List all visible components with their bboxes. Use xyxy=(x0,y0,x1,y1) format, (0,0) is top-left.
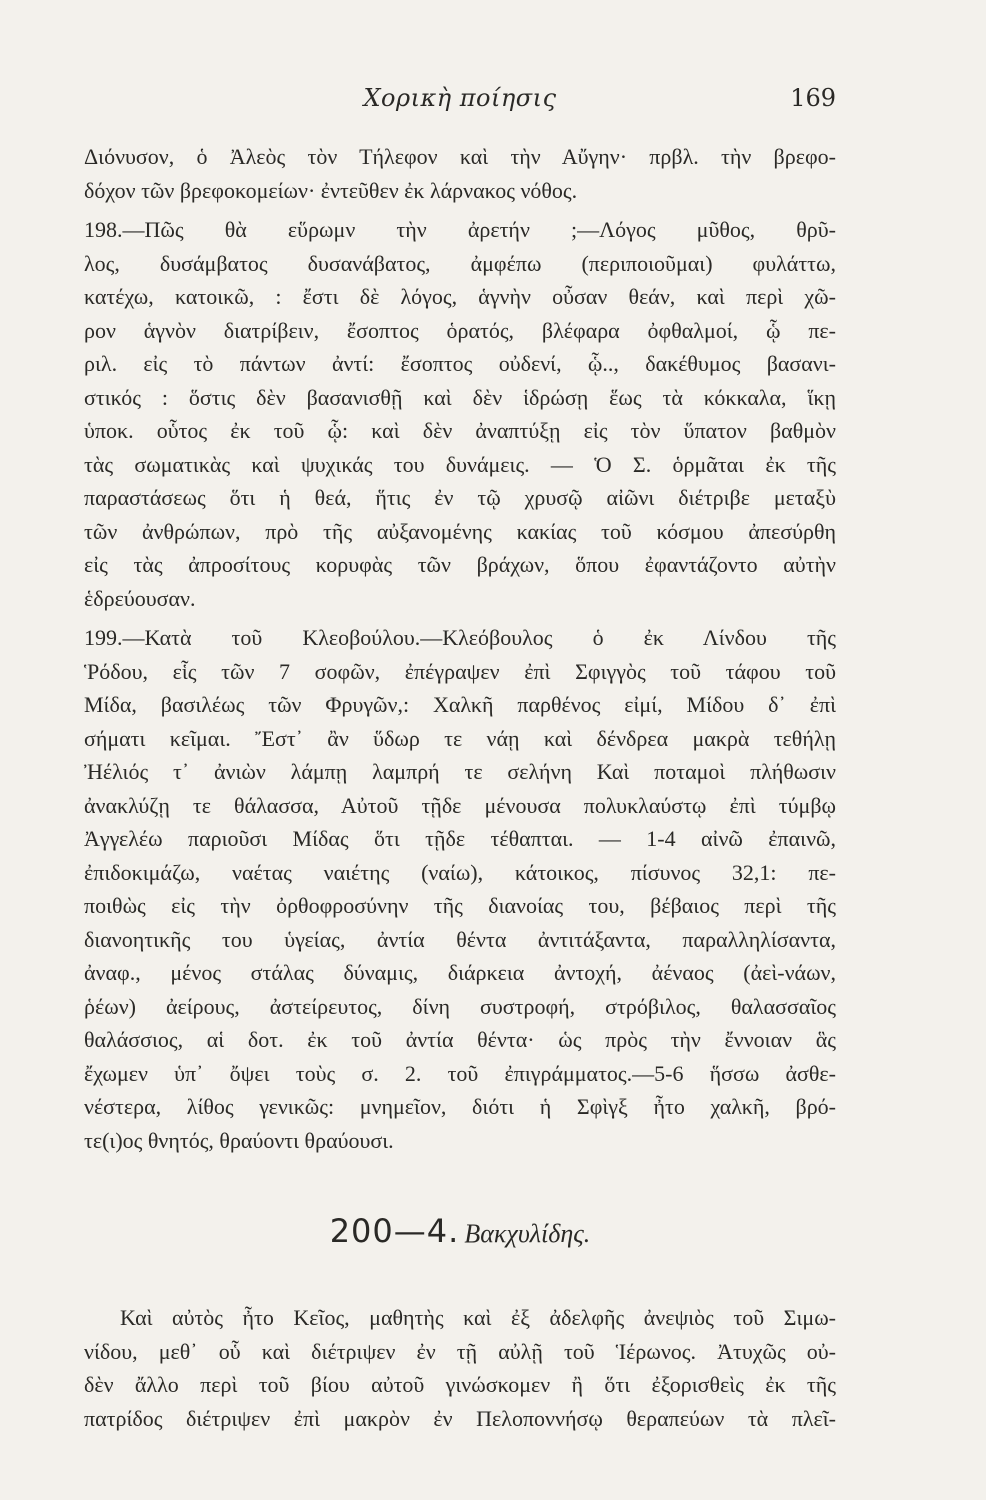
text-line: κατέχω, κατοικῶ, : ἔστι δὲ λόγος, ἁγνὴν οὖσαν θεάν, καὶ περὶ χῶ- xyxy=(84,284,836,309)
text-line: τε(ι)ος θνητός, θραύοντι θραύουσι. xyxy=(84,1127,394,1153)
section-number: 200—4. xyxy=(329,1212,460,1250)
section-title: Βακχυλίδης. xyxy=(464,1219,591,1248)
section-heading xyxy=(84,1205,836,1257)
text-line: διανοητικῆς του ὑγείας, ἀντία θέντα ἀντιτάξαντα, παραλληλίσαντα, xyxy=(84,926,836,952)
page-header xyxy=(84,84,836,116)
text-line: Ῥόδου, εἷς τῶν 7 σοφῶν, ἐπέγραψεν ἐπὶ Σφιγγὸς τοῦ τάφου τοῦ xyxy=(84,658,836,684)
text-line: λος, δυσάμβατος δυσανάβατος, ἀμφέπω (περιποιοῦμαι) φυλάττω, xyxy=(84,250,836,276)
page-number: 169 xyxy=(790,84,836,112)
text-line: ἑδρεύουσαν. xyxy=(84,585,196,611)
text-line: Ἀγγελέω παριοῦσι Μίδας ὅτι τῇδε τέθαπται. — 1-4 αἰνῶ ἐπαινῶ, xyxy=(84,826,836,851)
text-line: νέστερα, λίθος γενικῶς: μνημεῖον, διότι ἡ Σφὶγξ ἦτο χαλκῆ, βρό- xyxy=(84,1094,836,1119)
text-line: ἐπιδοκιμάζω, ναέτας ναιέτης (ναίω), κάτοικος, πίσυνος 32,1: πε- xyxy=(84,859,836,885)
text-line: σήματι κεῖμαι. Ἔστ᾿ ἂν ὕδωρ τε νάῃ καὶ δένδρεα μακρὰ τεθήλῃ xyxy=(84,725,836,751)
text-line: ἀναφ., μένος στάλας δύναμις, διάρκεια ἀντοχή, ἀέναος (ἀεὶ-νάων, xyxy=(84,960,836,985)
text-line: τῶν ἀνθρώπων, πρὸ τῆς αὐξανομένης κακίας τοῦ κόσμου ἀπεσύρθη xyxy=(84,518,836,544)
text-line: νίδου, μεθ᾿ οὗ καὶ διέτριψεν ἐν τῇ αὐλῇ τοῦ Ἱέρωνος. Ἀτυχῶς οὐ- xyxy=(84,1338,836,1364)
text-line: Ἠέλιός τ᾿ ἀνιὼν λάμπῃ λαμπρή τε σελήνη Καὶ ποταμοὶ πλήθωσιν xyxy=(84,759,836,784)
text-line: θαλάσσιος, αἱ δοτ. ἐκ τοῦ ἀντία θέντα· ὡς πρὸς τὴν ἔννοιαν ἃς xyxy=(84,1027,836,1052)
text-line: ριλ. εἰς τὸ πάντων ἀντί: ἔσοπτος οὐδενί, ᾧ.., δακέθυμος βασανι- xyxy=(84,351,836,376)
note-199-start: 199.—Κατὰ τοῦ Κλεοβούλου.—Κλεόβουλος ὁ ἐκ Λίνδου τῆς xyxy=(84,625,836,650)
text-line: δόχον τῶν βρεφοκομείων· ἐντεῦθεν ἐκ λάρνακος νόθος. xyxy=(84,177,578,203)
text-line: τὰς σωματικὰς καὶ ψυχικάς του δυνάμεις. — Ὁ Σ. ὁρμᾶται ἐκ τῆς xyxy=(84,451,836,477)
text-line: ποιθὼς εἰς τὴν ὀρθοφροσύνην τῆς διανοίας του, βέβαιος περὶ τῆς xyxy=(84,893,836,918)
text-line: πατρίδος διέτριψεν ἐπὶ μακρὸν ἐν Πελοποννήσῳ θεραπεύων τὰ πλεῖ- xyxy=(84,1405,836,1431)
main-text xyxy=(84,140,836,1435)
text-line: ρον ἁγνὸν διατρίβειν, ἔσοπτος ὁρατός, βλέφαρα ὀφθαλμοί, ᾧ πε- xyxy=(84,317,836,343)
running-title: Χορικὴ ποίησις xyxy=(363,84,557,112)
text-line: ὑποκ. οὗτος ἐκ τοῦ ᾧ: καὶ δὲν ἀναπτύξῃ εἰς τὸν ὕπατον βαθμὸν xyxy=(84,418,836,443)
text-line: Καὶ αὐτὸς ἦτο Κεῖος, μαθητὴς καὶ ἐξ ἀδελφῆς ἀνεψιὸς τοῦ Σιμω- xyxy=(120,1305,836,1330)
note-198-start: 198.—Πῶς θὰ εὕρωμν τὴν ἀρετήν ;—Λόγος μῦθος, θρῦ- xyxy=(84,217,836,242)
text-line: παραστάσεως ὅτι ἡ θεά, ἥτις ἐν τῷ χρυσῷ αἰῶνι διέτριβε μεταξὺ xyxy=(84,485,836,510)
text-line: ἀνακλύζῃ τε θάλασσα, Αὐτοῦ τῇδε μένουσα πολυκλαύστῳ ἐπὶ τύμβῳ xyxy=(84,792,836,818)
text-line: στικός : ὅστις δὲν βασανισθῇ καὶ δὲν ἱδρώσῃ ἕως τὰ κόκκαλα, ἵκῃ xyxy=(84,384,836,410)
text-line: Μίδα, βασιλέως τῶν Φρυγῶν,: Χαλκῆ παρθένος εἰμί, Μίδου δ᾿ ἐπὶ xyxy=(84,692,836,717)
text-line: ἔχωμεν ὑπ᾿ ὄψει τοὺς σ. 2. τοῦ ἐπιγράμματος.—5-6 ἥσσω ἀσθε- xyxy=(84,1060,836,1086)
text-line: εἰς τὰς ἀπροσίτους κορυφὰς τῶν βράχων, ὅπου ἐφαντάζοντο αὐτὴν xyxy=(84,552,836,577)
text-line: δὲν ἄλλο περὶ τοῦ βίου αὐτοῦ γινώσκομεν ἢ ὅτι ἐξορισθεὶς ἐκ τῆς xyxy=(84,1372,836,1397)
text-line: ῥέων) ἀείρους, ἀστείρευτος, δίνη συστροφή, στρόβιλος, θαλασσαῖος xyxy=(84,993,836,1019)
text-line: Διόνυσον, ὁ Ἀλεὸς τὸν Τήλεφον καὶ τὴν Αὔγην· πρβλ. τὴν βρεφο- xyxy=(84,144,836,169)
